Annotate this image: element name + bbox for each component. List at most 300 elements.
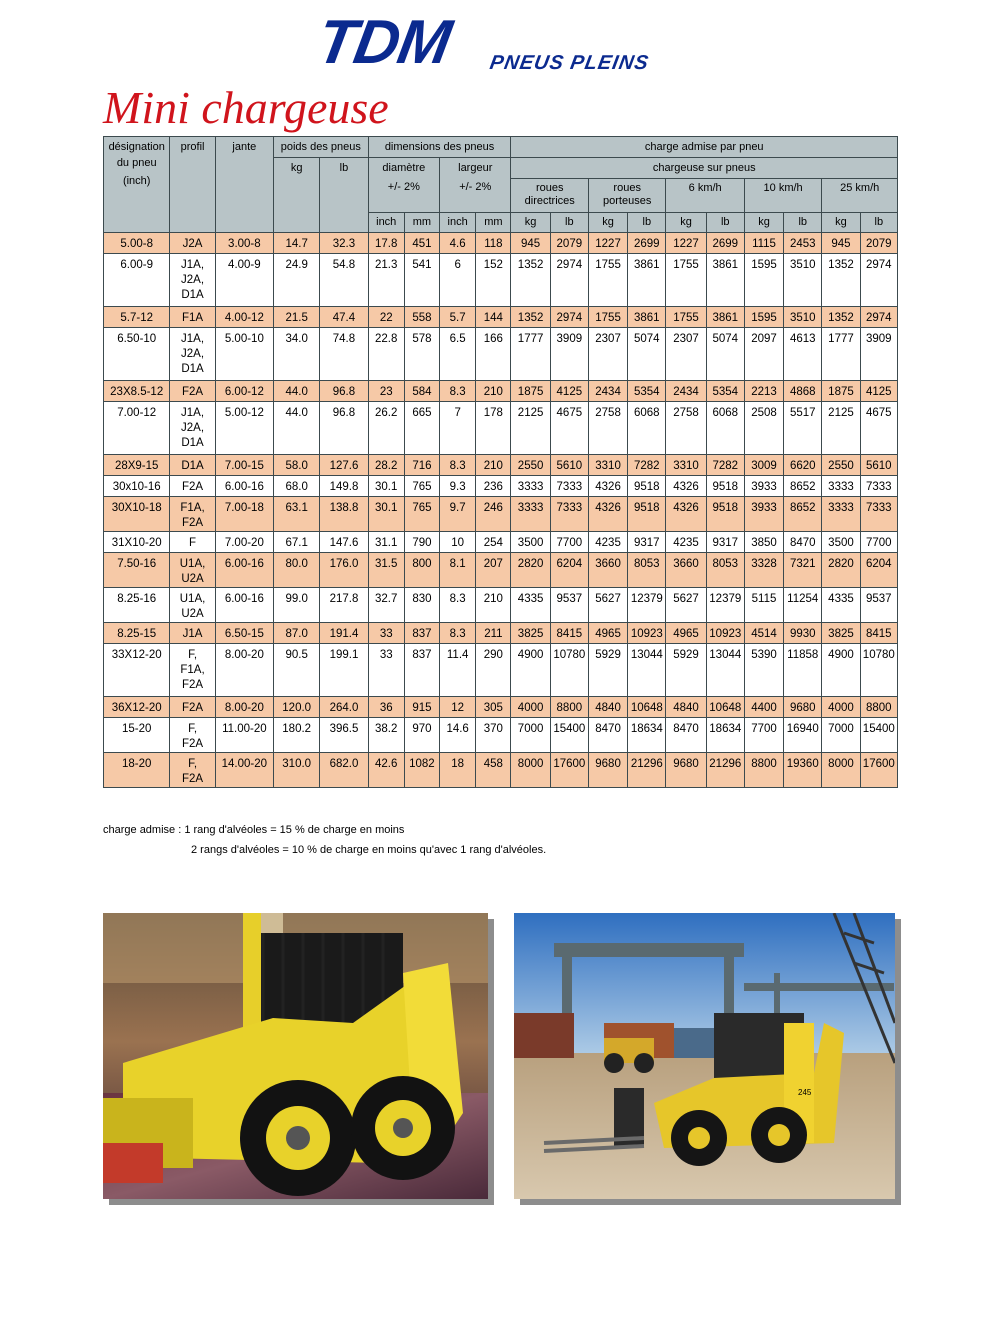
table-cell: 2079 <box>550 233 588 254</box>
table-cell: 7000 <box>822 718 860 753</box>
logo-tagline: PNEUS PLEINS <box>488 52 651 74</box>
table-cell: 8470 <box>588 718 627 753</box>
table-cell: 8800 <box>860 697 897 718</box>
table-cell: 3909 <box>550 328 588 381</box>
table-cell: 144 <box>476 307 511 328</box>
table-cell: 9518 <box>628 497 666 532</box>
table-cell: 147.6 <box>320 532 368 553</box>
table-cell: 199.1 <box>320 644 368 697</box>
table-cell: 3861 <box>628 307 666 328</box>
table-cell: 3825 <box>822 623 860 644</box>
table-cell: F, F2A <box>170 718 215 753</box>
header-speed-25: 25 km/h <box>822 179 898 213</box>
table-cell: 1755 <box>588 254 627 307</box>
table-cell: 3328 <box>744 553 783 588</box>
table-cell: 18 <box>440 753 476 788</box>
table-cell: 9.3 <box>440 476 476 497</box>
table-cell: 2699 <box>628 233 666 254</box>
table-cell: 9680 <box>784 697 822 718</box>
table-cell: 7321 <box>784 553 822 588</box>
table-cell: 9930 <box>784 623 822 644</box>
table-cell: 4.00-9 <box>215 254 273 307</box>
table-cell: 1777 <box>822 328 860 381</box>
table-cell: 28.2 <box>368 455 404 476</box>
table-cell: 23 <box>368 381 404 402</box>
table-cell: F, F1A, F2A <box>170 644 215 697</box>
table-cell: 3933 <box>744 476 783 497</box>
table-cell: 830 <box>404 588 439 623</box>
table-cell: 3510 <box>784 307 822 328</box>
photo-skid-steer-indoor <box>103 913 488 1199</box>
table-cell: 2974 <box>550 254 588 307</box>
table-cell: 47.4 <box>320 307 368 328</box>
table-cell: 7700 <box>550 532 588 553</box>
table-cell: 9.7 <box>440 497 476 532</box>
table-cell: 6204 <box>550 553 588 588</box>
table-cell: 178 <box>476 402 511 455</box>
table-cell: 2307 <box>588 328 627 381</box>
table-cell: 32.7 <box>368 588 404 623</box>
table-cell: 30.1 <box>368 476 404 497</box>
table-cell: 18-20 <box>104 753 170 788</box>
table-cell: 8.3 <box>440 455 476 476</box>
note-line-2: 2 rangs d'alvéoles = 10 % de charge en moins qu'avec 1 rang d'alvéoles. <box>191 844 547 856</box>
table-cell: 2125 <box>511 402 550 455</box>
table-cell: 4125 <box>550 381 588 402</box>
table-cell: 8000 <box>511 753 550 788</box>
table-cell: 5929 <box>666 644 706 697</box>
table-cell: 4.00-12 <box>215 307 273 328</box>
table-cell: 7.50-16 <box>104 553 170 588</box>
table-cell: 18634 <box>706 718 744 753</box>
table-cell: 6.50-10 <box>104 328 170 381</box>
table-cell: 4335 <box>511 588 550 623</box>
table-cell: 5074 <box>706 328 744 381</box>
table-cell: 118 <box>476 233 511 254</box>
table-cell: 6068 <box>706 402 744 455</box>
table-cell: 10648 <box>706 697 744 718</box>
table-cell: 4.6 <box>440 233 476 254</box>
table-cell: 7333 <box>860 476 897 497</box>
machine-number: 245 <box>798 1088 812 1097</box>
table-cell: 38.2 <box>368 718 404 753</box>
header-roues-porteuses: roues porteuses <box>588 179 665 213</box>
table-cell: F1A, F2A <box>170 497 215 532</box>
table-cell: 765 <box>404 497 439 532</box>
header-designation-line3: (inch) <box>122 175 151 187</box>
table-cell: 11.00-20 <box>215 718 273 753</box>
table-cell: 30x10-16 <box>104 476 170 497</box>
table-row <box>104 476 898 497</box>
table-cell: 12379 <box>628 588 666 623</box>
table-cell: 9537 <box>550 588 588 623</box>
table-cell: 8000 <box>822 753 860 788</box>
header-s6-kg: kg <box>666 213 706 233</box>
table-cell: 26.2 <box>368 402 404 455</box>
table-cell: 8800 <box>744 753 783 788</box>
table-cell: 3310 <box>666 455 706 476</box>
table-cell: 6.00-16 <box>215 588 273 623</box>
table-cell: 945 <box>511 233 550 254</box>
table-cell: 9317 <box>628 532 666 553</box>
header-roues-directrices: roues directrices <box>511 179 588 213</box>
table-cell: 682.0 <box>320 753 368 788</box>
table-cell: 8.3 <box>440 623 476 644</box>
table-cell: F, F2A <box>170 753 215 788</box>
header-diametre-tolerance: +/- 2% <box>387 181 420 193</box>
table-cell: 4965 <box>588 623 627 644</box>
table-cell: 4125 <box>860 381 897 402</box>
table-cell: 9317 <box>706 532 744 553</box>
table-cell: F <box>170 532 215 553</box>
table-cell: 8.00-20 <box>215 644 273 697</box>
table-cell: 54.8 <box>320 254 368 307</box>
header-profil: profil <box>170 137 215 233</box>
table-cell: J1A, J2A, D1A <box>170 254 215 307</box>
table-cell: 5115 <box>744 588 783 623</box>
table-cell: 2508 <box>744 402 783 455</box>
table-row <box>104 497 898 532</box>
tdm-logo <box>312 8 698 78</box>
table-cell: 370 <box>476 718 511 753</box>
table-cell: 11858 <box>784 644 822 697</box>
table-cell: 3.00-8 <box>215 233 273 254</box>
table-cell: 15-20 <box>104 718 170 753</box>
header-designation-line2: du pneu <box>116 157 157 169</box>
table-cell: 8415 <box>860 623 897 644</box>
table-cell: 7333 <box>550 476 588 497</box>
table-cell: 3825 <box>511 623 550 644</box>
table-cell: 2307 <box>666 328 706 381</box>
table-cell: F2A <box>170 381 215 402</box>
header-largeur-tolerance: +/- 2% <box>459 181 492 193</box>
tire-spec-table <box>103 136 898 788</box>
table-cell: 558 <box>404 307 439 328</box>
table-cell: 5610 <box>550 455 588 476</box>
table-cell: U1A, U2A <box>170 553 215 588</box>
header-jante: jante <box>215 137 273 233</box>
table-cell: 541 <box>404 254 439 307</box>
table-cell: 2453 <box>784 233 822 254</box>
table-cell: 63.1 <box>274 497 320 532</box>
table-cell: 33 <box>368 644 404 697</box>
table-cell: 22 <box>368 307 404 328</box>
table-cell: 3310 <box>588 455 627 476</box>
table-cell: 246 <box>476 497 511 532</box>
table-cell: 3009 <box>744 455 783 476</box>
table-cell: 5390 <box>744 644 783 697</box>
table-cell: 180.2 <box>274 718 320 753</box>
table-cell: 17.8 <box>368 233 404 254</box>
table-cell: 3933 <box>744 497 783 532</box>
table-cell: 4400 <box>744 697 783 718</box>
table-cell: 33 <box>368 623 404 644</box>
table-cell: 6.50-15 <box>215 623 273 644</box>
header-diametre-mm: mm <box>404 213 439 233</box>
page-title: Mini chargeuse <box>103 82 389 133</box>
photo-skid-steer-port-image <box>514 913 895 1199</box>
table-cell: 1595 <box>744 307 783 328</box>
table-cell: 5354 <box>628 381 666 402</box>
table-cell: 8652 <box>784 497 822 532</box>
table-cell: 42.6 <box>368 753 404 788</box>
table-cell: 7282 <box>706 455 744 476</box>
table-row <box>104 588 898 623</box>
table-cell: 44.0 <box>274 381 320 402</box>
table-cell: 2434 <box>666 381 706 402</box>
table-cell: 4326 <box>666 497 706 532</box>
table-cell: 3660 <box>588 553 627 588</box>
table-cell: 2097 <box>744 328 783 381</box>
table-cell: 7700 <box>860 532 897 553</box>
table-row <box>104 532 898 553</box>
table-cell: 23X8.5-12 <box>104 381 170 402</box>
header-s10-kg: kg <box>744 213 783 233</box>
table-cell: 32.3 <box>320 233 368 254</box>
table-cell: 2974 <box>550 307 588 328</box>
table-cell: 34.0 <box>274 328 320 381</box>
table-cell: 716 <box>404 455 439 476</box>
table-body <box>104 233 898 788</box>
table-cell: 5929 <box>588 644 627 697</box>
header-rp-kg: kg <box>588 213 627 233</box>
table-cell: 6.00-16 <box>215 476 273 497</box>
table-cell: 837 <box>404 644 439 697</box>
table-cell: 1352 <box>511 307 550 328</box>
table-cell: 5.00-8 <box>104 233 170 254</box>
table-cell: 2213 <box>744 381 783 402</box>
table-cell: 3660 <box>666 553 706 588</box>
table-row <box>104 553 898 588</box>
table-cell: 207 <box>476 553 511 588</box>
table-cell: 8652 <box>784 476 822 497</box>
table-row <box>104 307 898 328</box>
table-cell: 24.9 <box>274 254 320 307</box>
table-cell: 8800 <box>550 697 588 718</box>
table-cell: 765 <box>404 476 439 497</box>
table-cell: 3500 <box>511 532 550 553</box>
table-cell: 1755 <box>666 254 706 307</box>
table-cell: 4900 <box>822 644 860 697</box>
table-cell: 290 <box>476 644 511 697</box>
table-cell: 210 <box>476 381 511 402</box>
table-cell: 96.8 <box>320 381 368 402</box>
table-row <box>104 697 898 718</box>
header-rd-kg: kg <box>511 213 550 233</box>
table-cell: 7282 <box>628 455 666 476</box>
table-row <box>104 455 898 476</box>
table-cell: 1875 <box>822 381 860 402</box>
table-cell: 2974 <box>860 254 897 307</box>
table-cell: 6068 <box>628 402 666 455</box>
table-cell: 36 <box>368 697 404 718</box>
table-cell: 10780 <box>550 644 588 697</box>
table-row <box>104 233 898 254</box>
table-cell: 1227 <box>588 233 627 254</box>
table-cell: 149.8 <box>320 476 368 497</box>
table-cell: 7.00-12 <box>104 402 170 455</box>
header-largeur-inch: inch <box>440 213 476 233</box>
table-cell: 1875 <box>511 381 550 402</box>
table-cell: 5.7-12 <box>104 307 170 328</box>
table-cell: 217.8 <box>320 588 368 623</box>
table-cell: 7000 <box>511 718 550 753</box>
header-diametre-inch: inch <box>368 213 404 233</box>
table-cell: 2758 <box>666 402 706 455</box>
table-cell: 8.25-16 <box>104 588 170 623</box>
table-cell: 67.1 <box>274 532 320 553</box>
table-cell: 1352 <box>822 307 860 328</box>
table-cell: 13044 <box>628 644 666 697</box>
table-cell: 3861 <box>628 254 666 307</box>
table-cell: 7.00-15 <box>215 455 273 476</box>
table-cell: 837 <box>404 623 439 644</box>
table-cell: 210 <box>476 588 511 623</box>
table-cell: 74.8 <box>320 328 368 381</box>
table-cell: J1A <box>170 623 215 644</box>
table-cell: 970 <box>404 718 439 753</box>
table-cell: 14.7 <box>274 233 320 254</box>
table-cell: 11.4 <box>440 644 476 697</box>
table-cell: 4235 <box>588 532 627 553</box>
table-cell: 7 <box>440 402 476 455</box>
table-cell: 4675 <box>860 402 897 455</box>
table-cell: 6.00-12 <box>215 381 273 402</box>
table-cell: 4868 <box>784 381 822 402</box>
table-cell: 176.0 <box>320 553 368 588</box>
table-cell: 2758 <box>588 402 627 455</box>
table-cell: 7333 <box>550 497 588 532</box>
table-row <box>104 644 898 697</box>
table-cell: 17600 <box>550 753 588 788</box>
table-cell: 1082 <box>404 753 439 788</box>
table-cell: 790 <box>404 532 439 553</box>
table-cell: 8.1 <box>440 553 476 588</box>
table-cell: 11254 <box>784 588 822 623</box>
table-cell: 396.5 <box>320 718 368 753</box>
table-cell: 4000 <box>511 697 550 718</box>
table-cell: J1A, J2A, D1A <box>170 328 215 381</box>
table-cell: 17600 <box>860 753 897 788</box>
table-cell: 12 <box>440 697 476 718</box>
table-cell: 166 <box>476 328 511 381</box>
table-cell: 4675 <box>550 402 588 455</box>
table-cell: 2550 <box>511 455 550 476</box>
table-cell: 6.5 <box>440 328 476 381</box>
table-cell: 8.25-15 <box>104 623 170 644</box>
table-cell: 2820 <box>511 553 550 588</box>
table-cell: 3333 <box>511 497 550 532</box>
table-cell: 6 <box>440 254 476 307</box>
header-s6-lb: lb <box>706 213 744 233</box>
table-cell: 9680 <box>666 753 706 788</box>
table-cell: 21.3 <box>368 254 404 307</box>
header-largeur-mm: mm <box>476 213 511 233</box>
table-cell: 21296 <box>706 753 744 788</box>
table-cell: 5354 <box>706 381 744 402</box>
table-cell: 33X12-20 <box>104 644 170 697</box>
table-cell: 15400 <box>550 718 588 753</box>
table-cell: 96.8 <box>320 402 368 455</box>
table-cell: 800 <box>404 553 439 588</box>
tire-spec-table-wrapper <box>103 136 898 788</box>
header-speed-6: 6 km/h <box>666 179 744 213</box>
table-cell: 4000 <box>822 697 860 718</box>
table-cell: 3850 <box>744 532 783 553</box>
table-cell: 4514 <box>744 623 783 644</box>
header-largeur <box>440 158 511 213</box>
header-s25-kg: kg <box>822 213 860 233</box>
table-cell: 236 <box>476 476 511 497</box>
table-cell: 4326 <box>666 476 706 497</box>
table-cell: 3333 <box>822 497 860 532</box>
header-charge: charge admise par pneu <box>511 137 898 158</box>
table-row <box>104 718 898 753</box>
table-cell: 191.4 <box>320 623 368 644</box>
note-line-1: charge admise : 1 rang d'alvéoles = 15 % de charge en moins <box>103 824 405 836</box>
table-cell: 14.00-20 <box>215 753 273 788</box>
table-cell: 28X9-15 <box>104 455 170 476</box>
table-cell: 120.0 <box>274 697 320 718</box>
table-cell: 4840 <box>588 697 627 718</box>
table-cell: 36X12-20 <box>104 697 170 718</box>
table-cell: 10923 <box>628 623 666 644</box>
table-header <box>104 137 898 233</box>
table-cell: 30.1 <box>368 497 404 532</box>
table-row <box>104 402 898 455</box>
table-cell: 4965 <box>666 623 706 644</box>
table-cell: 138.8 <box>320 497 368 532</box>
table-cell: 1352 <box>511 254 550 307</box>
table-cell: 4326 <box>588 476 627 497</box>
table-cell: 3510 <box>784 254 822 307</box>
table-cell: 9537 <box>860 588 897 623</box>
table-cell: 305 <box>476 697 511 718</box>
table-cell: 87.0 <box>274 623 320 644</box>
table-cell: 2974 <box>860 307 897 328</box>
table-cell: 12379 <box>706 588 744 623</box>
table-cell: 15400 <box>860 718 897 753</box>
header-largeur-label: largeur <box>458 162 493 174</box>
photo-skid-steer-indoor-image <box>103 913 488 1199</box>
header-s25-lb: lb <box>860 213 897 233</box>
table-cell: 310.0 <box>274 753 320 788</box>
table-cell: J2A <box>170 233 215 254</box>
table-row <box>104 753 898 788</box>
table-cell: 5.00-12 <box>215 402 273 455</box>
header-designation <box>104 137 170 233</box>
table-cell: 2079 <box>860 233 897 254</box>
table-cell: 2820 <box>822 553 860 588</box>
header-diametre-label: diamètre <box>382 162 426 174</box>
table-cell: 3333 <box>822 476 860 497</box>
table-cell: 4613 <box>784 328 822 381</box>
table-cell: 127.6 <box>320 455 368 476</box>
photo-skid-steer-port <box>514 913 895 1199</box>
table-cell: 8.3 <box>440 588 476 623</box>
table-cell: 5517 <box>784 402 822 455</box>
table-cell: 13044 <box>706 644 744 697</box>
table-cell: 210 <box>476 455 511 476</box>
table-cell: 3909 <box>860 328 897 381</box>
table-cell: 211 <box>476 623 511 644</box>
table-cell: F1A <box>170 307 215 328</box>
table-cell: 5074 <box>628 328 666 381</box>
table-cell: 6.00-16 <box>215 553 273 588</box>
header-speed-10: 10 km/h <box>744 179 821 213</box>
table-cell: 915 <box>404 697 439 718</box>
table-cell: 9518 <box>706 497 744 532</box>
